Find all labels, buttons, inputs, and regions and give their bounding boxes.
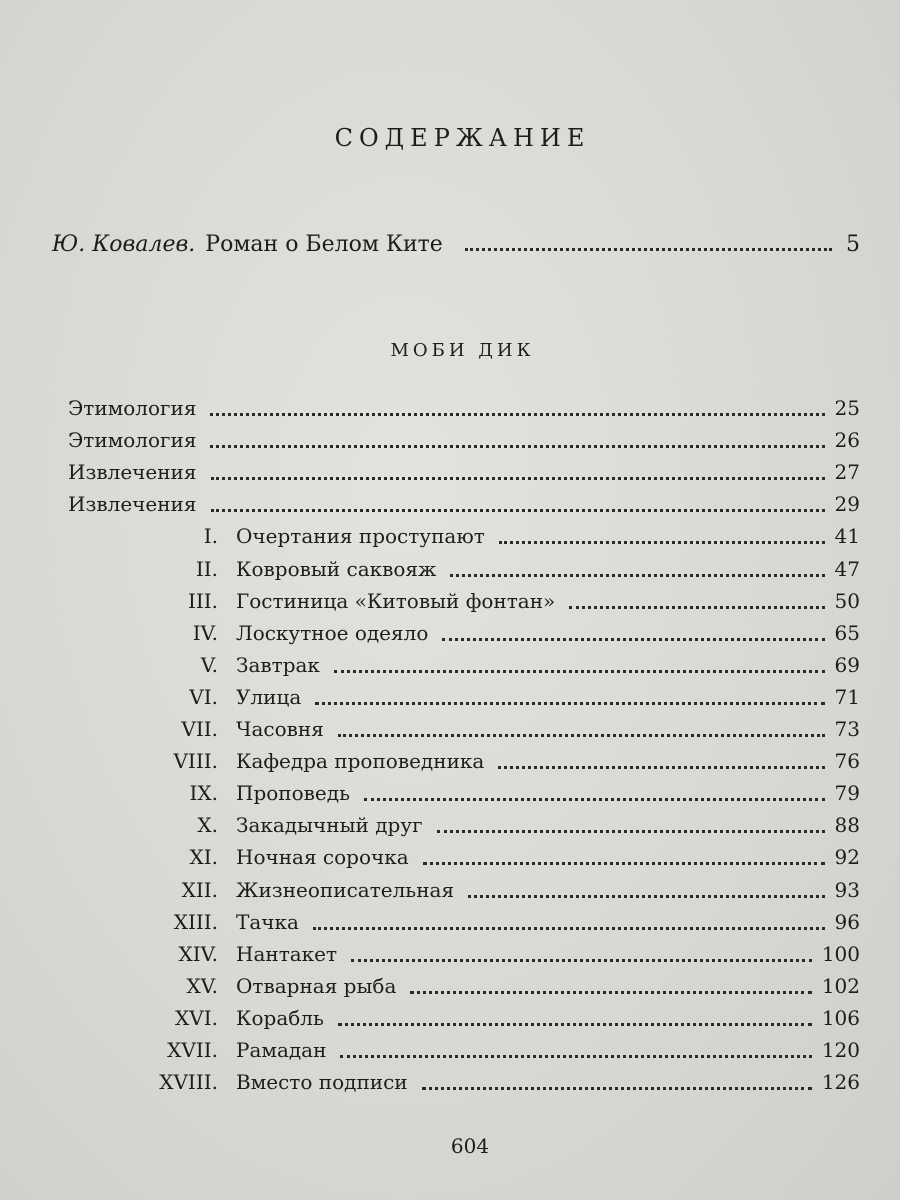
entry-title: Рамадан [236, 1038, 327, 1062]
leader-dots [364, 797, 825, 801]
toc-entry [0, 1066, 860, 1098]
toc-entry [0, 777, 860, 809]
leader-dots [210, 444, 825, 448]
leader-dots [422, 1086, 812, 1090]
leader-dots [465, 247, 832, 251]
toc-entry [0, 1002, 860, 1034]
leader-dots [499, 540, 825, 544]
leader-dots [313, 926, 825, 930]
chapter-number: XII. [181, 877, 218, 902]
chapter-number: X. [197, 813, 218, 838]
chapter-number: XI. [189, 845, 218, 870]
leader-dots [338, 1022, 812, 1026]
chapter-number: XV. [186, 973, 218, 998]
toc-entry [0, 1034, 860, 1066]
page-number: 604 [450, 1134, 490, 1158]
entry-page: 50 [834, 588, 860, 613]
entry-page: 76 [834, 749, 860, 774]
intro-author: Ю. Ковалев. [52, 232, 196, 257]
leader-dots [351, 958, 812, 962]
entry-title: Закадычный друг [236, 813, 423, 838]
entry-title: Лоскутное одеяло [236, 620, 429, 645]
leader-dots [338, 733, 825, 737]
chapter-number: XVI. [175, 1005, 218, 1030]
leader-dots [211, 508, 825, 512]
leader-dots [334, 669, 825, 673]
chapter-number: IV. [192, 620, 218, 645]
entry-title: Завтрак [236, 652, 320, 677]
toc-entry [0, 745, 860, 777]
toc-entry [0, 938, 860, 970]
chapter-number: II. [195, 556, 218, 581]
entry-page: 102 [821, 973, 860, 998]
leader-dots [437, 829, 825, 833]
entry-page: 65 [834, 620, 860, 645]
chapter-number: XIV. [178, 941, 218, 966]
part-title: МОБИ ДИК [390, 340, 535, 361]
chapter-number: VIII. [173, 749, 218, 774]
toc-entry [0, 841, 860, 873]
entry-title: Проповедь [236, 781, 350, 806]
entry-title: Нантакет [236, 941, 338, 966]
entry-page: 93 [834, 877, 860, 902]
toc-entry [0, 649, 860, 681]
entry-page: 92 [834, 845, 860, 870]
leader-dots [498, 765, 825, 769]
entry-page: 29 [834, 492, 860, 517]
chapter-number: VI. [189, 684, 218, 709]
toc-entry [0, 520, 860, 552]
toc-entry [0, 456, 860, 488]
leader-dots [423, 861, 825, 865]
leader-dots [468, 894, 825, 898]
entry-title: Этимология [68, 396, 197, 420]
toc-entry [0, 392, 860, 424]
chapter-number: IX. [189, 781, 218, 806]
entry-page: 25 [834, 396, 860, 420]
intro-title: Роман о Белом Ките [205, 232, 443, 257]
entry-page: 47 [834, 556, 860, 581]
intro-page: 5 [846, 232, 860, 257]
entry-title: Вместо подписи [236, 1070, 408, 1095]
entry-title: Извлечения [68, 492, 197, 517]
entry-title: Улица [236, 684, 302, 709]
entry-title: Тачка [236, 909, 299, 934]
chapter-number: XIII. [173, 909, 218, 934]
entry-page: 96 [834, 909, 860, 934]
entry-title: Этимология [68, 428, 197, 453]
entry-title: Очертания проступают [236, 524, 485, 549]
toc-entry [0, 585, 860, 617]
toc-entry [0, 488, 860, 520]
entry-page: 120 [821, 1038, 860, 1062]
entry-title: Корабль [236, 1005, 324, 1030]
entry-page: 27 [834, 460, 860, 485]
entry-page: 106 [821, 1005, 860, 1030]
intro-entry [52, 232, 860, 266]
leader-dots [315, 701, 825, 705]
leader-dots [569, 605, 825, 609]
chapter-number: XVII. [167, 1038, 218, 1062]
chapter-number: I. [203, 524, 218, 549]
entry-page: 100 [821, 941, 860, 966]
entry-title: Жизнеописательная [236, 877, 455, 902]
entry-page: 79 [834, 781, 860, 806]
chapter-number: XVIII. [159, 1070, 218, 1095]
entry-title: Ночная сорочка [236, 845, 409, 870]
entry-title: Часовня [236, 717, 324, 741]
toc-entry [0, 681, 860, 713]
entry-title: Отварная рыба [236, 973, 397, 998]
entry-page: 26 [834, 428, 860, 453]
contents-heading: СОДЕРЖАНИЕ [334, 124, 591, 152]
chapter-number: III. [187, 588, 218, 613]
entry-title: Кафедра проповедника [236, 749, 485, 774]
toc-entry [0, 906, 860, 938]
toc-entry [0, 424, 860, 456]
entry-title: Извлечения [68, 460, 197, 485]
toc-entry [0, 809, 860, 841]
leader-dots [450, 573, 825, 577]
entry-page: 69 [834, 652, 860, 677]
toc-entry [0, 874, 860, 906]
leader-dots [410, 990, 812, 994]
chapter-number: VII. [181, 717, 218, 741]
leader-dots [210, 412, 825, 416]
leader-dots [211, 476, 825, 480]
chapter-number: V. [200, 652, 218, 677]
entry-page: 73 [834, 717, 860, 741]
entry-page: 126 [821, 1070, 860, 1095]
entry-page: 88 [834, 813, 860, 838]
entry-page: 71 [834, 684, 860, 709]
toc-entry [0, 713, 860, 745]
entry-title: Ковровый саквояж [236, 556, 437, 581]
toc-entry [0, 617, 860, 649]
entry-page: 41 [834, 524, 860, 549]
toc-entry [0, 970, 860, 1002]
toc-entry [0, 553, 860, 585]
leader-dots [442, 637, 825, 641]
entry-title: Гостиница «Китовый фонтан» [236, 588, 556, 613]
leader-dots [340, 1054, 812, 1058]
